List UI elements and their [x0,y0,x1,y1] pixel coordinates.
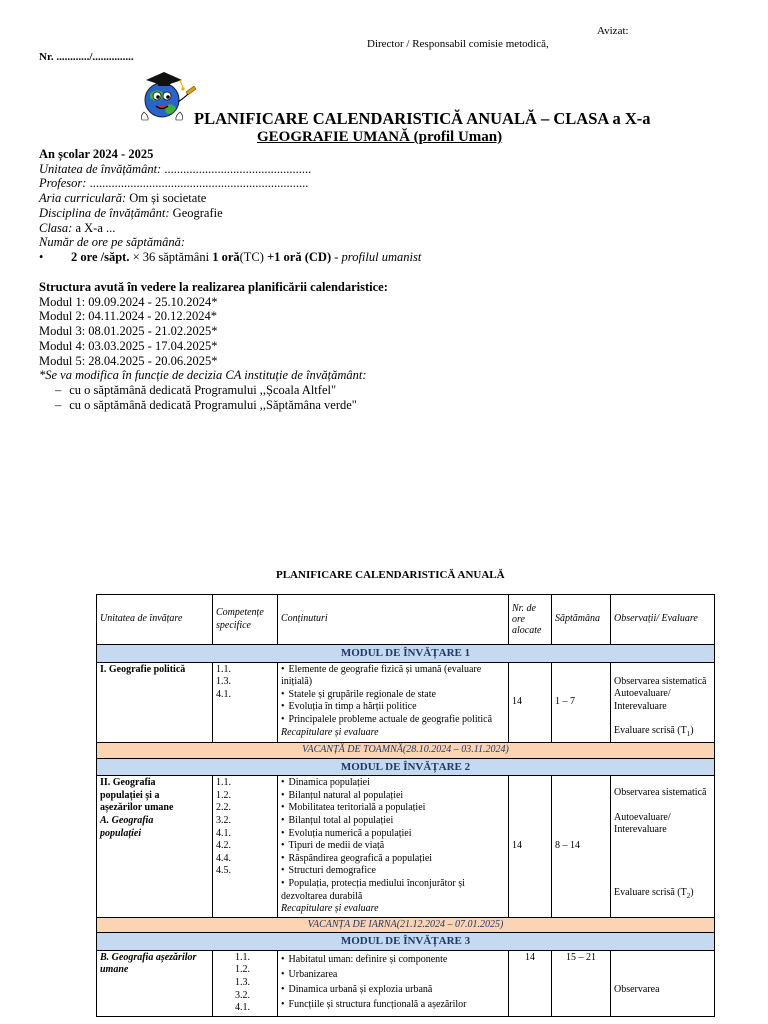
contents-cell [278,662,509,742]
competence: 4.1. [216,827,231,839]
content-item: • Populația, protecția mediului înconjurător și dezvoltarea durabilă [281,878,505,903]
obs-eval-sub: 1 [686,730,691,739]
note-item [39,398,388,413]
content-item: • Funcțiile și structura funcțională a așezărilor [281,997,505,1012]
obs-eval-text: Evaluare scrisă (T [614,725,687,737]
obs-item: Observarea [614,983,660,995]
unit-title-cell [97,776,213,918]
obs-eval-end: ) [690,725,694,737]
content-item: • Dinamica urbană și explozia urbană [281,982,505,997]
content-item: • Bilanțul natural al populației [281,790,505,803]
hours-bullet [39,250,421,265]
observations-cell [611,662,715,742]
unit-subtitle: A. Geografia populației [100,814,154,839]
info-block [39,147,421,265]
competences-cell [213,776,278,918]
contents-cell [278,950,509,1016]
obs-item: Autoevaluare/ Interevaluare [614,811,671,836]
competence: 1.1. [216,663,231,675]
contents-cell [278,776,509,918]
module-row [97,933,715,951]
obs-item: Observarea sistematică [614,787,707,799]
module-label: MODUL DE ÎNVĂȚARE 2 [97,758,715,776]
recap-item: Recapitulare și evaluare [281,726,379,738]
competence: 4.1. [216,688,231,700]
unit-title: B. Geografia așezărilor umane [97,950,213,1016]
col-header-hours: Nr. de ore alocate [509,595,552,645]
module-line: Modul 2: 04.11.2024 - 20.12.2024* [39,309,218,324]
content-item: • Evoluția numerică a populației [281,828,505,841]
content-item: • Elemente de geografie fizică și umană (evaluare inițială) [281,664,505,689]
avizat-label: Avizat: [597,25,629,37]
competence: 3.2. [235,989,250,1001]
competence: 1.3. [216,676,231,688]
table-row [97,662,715,742]
obs-eval-text: Evaluare scrisă (T [614,886,687,898]
content-item: • Tipuri de medii de viață [281,840,505,853]
obs-item: Observarea sistematică [614,675,707,687]
hours-weeks: × 36 săptămâni [129,249,213,264]
unit-value: ............................................... [161,161,312,176]
module-row [97,758,715,776]
class-label: Clasa: [39,220,73,235]
table-row [97,950,715,1016]
document-number: Nr. ............/............... [39,51,134,63]
discipline-value: Geografie [169,205,223,220]
class-value: a X-a ... [72,220,116,235]
unit-line [39,162,421,177]
content-item: • Principalele probleme actuale de geografie politică [281,714,505,727]
obs-eval-sub: 2 [686,891,691,900]
content-item: • Bilanțul total al populației [281,815,505,828]
hours-cd: +1 oră (CD) [267,249,332,264]
module-line: Modul 4: 03.03.2025 - 17.04.2025* [39,338,218,353]
hours-profile: profilul umanist [341,249,422,264]
note-item-text: cu o săptămână dedicată Programului ,,Săptămâna verde" [69,397,357,412]
bullet-icon: • [39,249,44,264]
col-header-observations: Observații/ Evaluare [611,595,715,645]
vacation-label: VACANȚĂ DE TOAMNĂ(28.10.2024 – 03.11.2024) [97,742,715,758]
table-row [97,776,715,918]
module-line: Modul 1: 09.09.2024 - 25.10.2024* [39,294,218,309]
globe-mascot-logo [136,66,198,122]
hours-label: Număr de ore pe săptămână: [39,235,186,250]
col-header-week: Săptămâna [552,595,611,645]
content-item: • Evoluția în timp a hărții politice [281,701,505,714]
module-line: Modul 5: 28.04.2025 - 20.06.2025* [39,353,218,368]
obs-eval [614,887,711,903]
content-item: • Habitatul uman: definire și componente [281,952,505,967]
competences-cell [213,662,278,742]
observations-cell [611,950,715,1016]
hours-dash: - [331,249,342,264]
page-title: PLANIFICARE CALENDARISTICĂ ANUALĂ – CLASA a X-a [194,109,651,128]
competences-cell [213,950,278,1016]
director-line: Director / Responsabil comisie metodică, [367,38,549,50]
competence: 1.1. [235,951,250,963]
competence: 1.1. [216,777,231,789]
col-header-unit: Unitatea de învățare [97,595,213,645]
vacation-label: VACANȚA DE IARNA(21.12.2024 – 07.01.2025) [97,917,715,933]
competence: 1.3. [235,977,250,989]
competence: 4.2. [216,840,231,852]
teacher-label: Profesor: [39,176,87,191]
discipline-label: Disciplina de învățământ: [39,205,170,220]
structure-heading: Structura avută în vedere la realizarea planificării calendaristice: [39,280,388,294]
structure-note: *Se va modifica în funcție de decizia CA instituție de învățământ: [39,368,367,383]
content-item: • Urbanizarea [281,967,505,982]
module-label: MODUL DE ÎNVĂȚARE 3 [97,933,715,951]
week-cell: 15 – 21 [552,950,611,1016]
week-cell: 1 – 7 [552,662,611,742]
hours-cell: 14 [509,662,552,742]
week-cell: 8 – 14 [552,776,611,918]
competence: 1.2. [216,789,231,801]
page-subtitle: GEOGRAFIE UMANĂ (profil Uman) [257,129,503,145]
table-header-row [97,595,715,645]
col-header-contents: Conținuturi [278,595,509,645]
unit-title: II. Geografia populației și a așezărilor umane [100,777,174,814]
teacher-line [39,176,421,191]
unit-label: Unitatea de învățământ: [39,161,162,176]
curricular-area-line [39,191,421,206]
module-line: Modul 3: 08.01.2025 - 21.02.2025* [39,324,218,339]
dash-icon: – [55,397,62,412]
module-label: MODUL DE ÎNVĂȚARE 1 [97,645,715,663]
hours-weekly: 2 ore /săpt. [71,249,130,264]
curricular-area-value: Om și societate [126,191,207,206]
obs-eval [614,725,711,741]
competence: 4.4. [216,852,231,864]
vacation-row [97,917,715,933]
competence: 2.2. [216,802,231,814]
unit-title: I. Geografie politică [97,662,213,742]
hours-cell: 14 [509,950,552,1016]
module-row [97,645,715,663]
curricular-area-label: Aria curriculară: [39,191,127,206]
observations-cell [611,776,715,918]
competence: 3.2. [216,814,231,826]
content-item: • Răspândirea geografică a populației [281,853,505,866]
hours-cell: 14 [509,776,552,918]
content-item: • Mobilitatea teritorială a populației [281,802,505,815]
hours-tc: 1 oră [212,249,240,264]
obs-eval-end: ) [690,886,694,898]
class-line [39,221,421,236]
teacher-value: ...................................................................... [86,176,309,191]
content-item: • Dinamica populației [281,777,505,790]
competence: 1.2. [235,964,250,976]
vacation-row [97,742,715,758]
school-year: An școlar 2024 - 2025 [39,147,154,161]
recap-item: Recapitulare și evaluare [281,903,379,915]
content-item: • Structuri demografice [281,865,505,878]
table-title: PLANIFICARE CALENDARISTICĂ ANUALĂ [276,569,505,581]
col-header-competences: Competențe specifice [213,595,278,645]
structure-block [39,280,388,412]
competence: 4.5. [216,865,231,877]
planning-table [96,594,715,1017]
competence: 4.1. [235,1002,250,1014]
obs-item: Autoevaluare/ Interevaluare [614,688,671,712]
content-item: • Statele și grupările regionale de state [281,689,505,702]
note-item-text: cu o săptămână dedicată Programului ,,Școala Altfel" [69,382,337,397]
discipline-line [39,206,421,221]
hours-tc-suffix: (TC) [239,249,268,264]
dash-icon: – [55,382,62,397]
note-item [39,383,388,398]
